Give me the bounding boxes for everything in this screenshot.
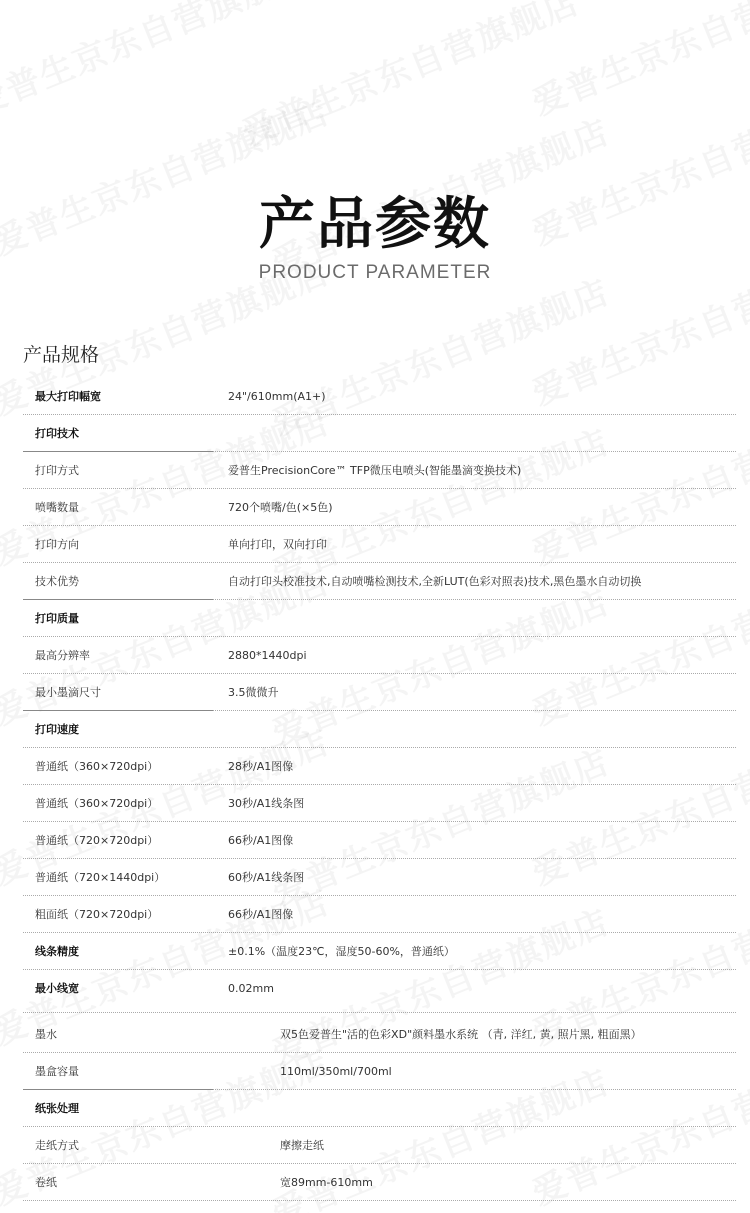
- spec-group-heading: [23, 711, 736, 748]
- spec-row: [23, 1053, 736, 1090]
- spec-label: 最小线宽: [35, 982, 79, 995]
- spec-row: [23, 489, 736, 526]
- spec-label: 墨水: [35, 1028, 57, 1041]
- spec-value: 28秒/A1图像: [228, 760, 294, 773]
- spec-value: 66秒/A1图像: [228, 834, 294, 847]
- spec-row: [23, 785, 736, 822]
- spec-label: 技术优势: [35, 575, 79, 588]
- spec-value: 720个喷嘴/色(×5色): [228, 501, 333, 514]
- spec-label: 卷纸: [35, 1176, 57, 1189]
- spec-label: 线条精度: [35, 945, 79, 958]
- spec-label: 喷嘴数量: [35, 501, 79, 514]
- spec-group-heading: [23, 1090, 736, 1127]
- spec-value: 单向打印，双向打印: [228, 538, 327, 551]
- spec-label: 打印方向: [35, 538, 79, 551]
- spec-row: [23, 452, 736, 489]
- spec-label: 墨盒容量: [35, 1065, 79, 1078]
- spec-value: 24"/610mm(A1+): [228, 390, 326, 403]
- spec-value: 爱普生PrecisionCore™ TFP微压电喷头(智能墨滴变换技术): [228, 464, 522, 477]
- spec-value: 110ml/350ml/700ml: [280, 1065, 392, 1078]
- spec-row: [23, 637, 736, 674]
- spec-row: [23, 933, 736, 970]
- spec-row: [23, 970, 736, 1013]
- spec-row: [23, 1164, 736, 1201]
- spec-value: 摩擦走纸: [280, 1139, 324, 1152]
- spec-value: 0.02mm: [228, 982, 274, 995]
- spec-value: 双5色爱普生"活的色彩XD"颜料墨水系统 （青, 洋红, 黄, 照片黑, 粗面黑）: [280, 1028, 642, 1041]
- spec-value: 宽89mm-610mm: [280, 1176, 373, 1189]
- watermark-text: [234, 0, 586, 155]
- spec-label: 最小墨滴尺寸: [35, 686, 101, 699]
- section-title: 产品规格: [23, 344, 100, 366]
- spec-label: 普通纸（720×720dpi）: [35, 834, 159, 847]
- spec-row: [23, 822, 736, 859]
- spec-row: [23, 1016, 736, 1053]
- spec-row: [23, 1127, 736, 1164]
- page-title: 产品参数: [259, 192, 491, 257]
- spec-group-heading: [23, 600, 736, 637]
- spec-label: 打印速度: [35, 723, 79, 736]
- page-subtitle: PRODUCT PARAMETER: [258, 262, 492, 283]
- spec-value: 66秒/A1图像: [228, 908, 294, 921]
- spec-label: 最高分辨率: [35, 649, 90, 662]
- spec-row: [23, 896, 736, 933]
- spec-value: 2880*1440dpi: [228, 649, 307, 662]
- spec-label: 普通纸（360×720dpi）: [35, 797, 159, 810]
- spec-row: [23, 674, 736, 711]
- spec-label: 打印质量: [35, 612, 79, 625]
- spec-label: 打印技术: [35, 427, 79, 440]
- spec-value: ±0.1%（温度23℃，湿度50-60%，普通纸）: [228, 945, 455, 958]
- spec-row: [23, 748, 736, 785]
- spec-row: [23, 859, 736, 896]
- spec-value: 自动打印头校准技术,自动喷嘴检测技术,全新LUT(色彩对照表)技术,黑色墨水自动切换: [228, 575, 642, 588]
- spec-row: [23, 378, 736, 415]
- spec-label: 粗面纸（720×720dpi）: [35, 908, 159, 921]
- spec-value: 60秒/A1线条图: [228, 871, 305, 884]
- spec-row: [23, 563, 736, 600]
- spec-row: [23, 526, 736, 563]
- watermark-text: [0, 0, 316, 125]
- spec-label: 普通纸（360×720dpi）: [35, 760, 159, 773]
- watermark-text: [524, 0, 750, 125]
- spec-label: 最大打印幅宽: [35, 390, 101, 403]
- spec-value: 3.5微微升: [228, 686, 279, 699]
- spec-label: 打印方式: [35, 464, 79, 477]
- spec-label: 走纸方式: [35, 1139, 79, 1152]
- spec-label: 普通纸（720×1440dpi）: [35, 871, 166, 884]
- spec-label: 纸张处理: [35, 1102, 79, 1115]
- spec-group-heading: [23, 415, 736, 452]
- spec-value: 30秒/A1线条图: [228, 797, 305, 810]
